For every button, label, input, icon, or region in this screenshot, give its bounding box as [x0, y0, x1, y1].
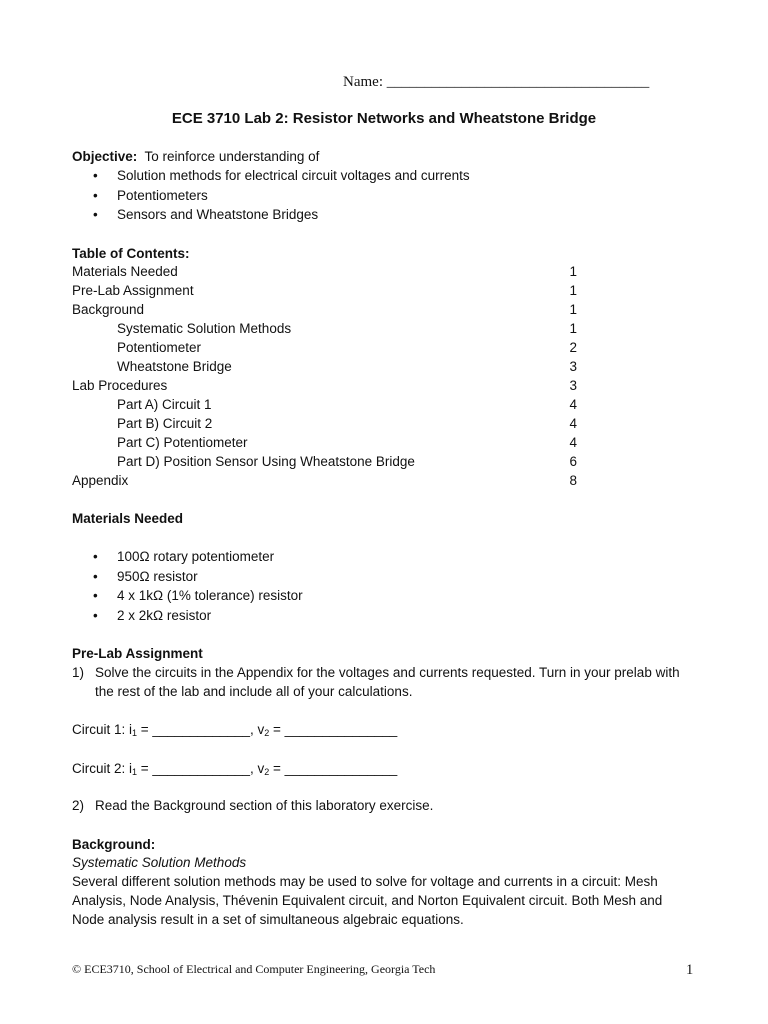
- toc-row: [72, 319, 582, 338]
- list-item: • Sensors and Wheatstone Bridges: [72, 205, 470, 225]
- objective-line: [72, 147, 319, 166]
- toc-row: [72, 376, 582, 395]
- item-text: Read the Background section of this laboratory exercise.: [95, 798, 434, 813]
- toc-label: Wheatstone Bridge: [117, 359, 232, 374]
- prelab-item-1: [72, 663, 692, 701]
- toc-page: 1: [569, 321, 577, 336]
- toc-label: Materials Needed: [72, 264, 178, 279]
- list-item: • 4 x 1kΩ (1% tolerance) resistor: [72, 586, 303, 606]
- background-paragraph: Several different solution methods may be used to solve for voltage and currents in a circuit: Mesh Analysis, Node Analysis, Thévenin Equivalent circuit, and Norton Equivalent circuit. Both Mesh and Node analysis result in a set of simultaneous algebraic equations.: [72, 874, 663, 927]
- toc-row: [72, 433, 582, 452]
- list-item: • 100Ω rotary potentiometer: [72, 547, 303, 567]
- toc-label: Lab Procedures: [72, 378, 168, 393]
- toc-row: [72, 281, 582, 300]
- item-number: 1): [72, 665, 85, 680]
- toc-label: Appendix: [72, 473, 129, 488]
- table-of-contents: [72, 262, 582, 490]
- toc-label: Part D) Position Sensor Using Wheatstone Bridge: [117, 454, 415, 469]
- toc-heading: Table of Contents:: [72, 246, 190, 261]
- toc-row: [72, 452, 582, 471]
- circuit-1-answer-line: Circuit 1: $i_1$ = _____________, $v_2$ = _______________: [72, 722, 398, 738]
- list-item: • Solution methods for electrical circuit voltages and currents: [72, 166, 470, 186]
- toc-page: 6: [569, 454, 577, 469]
- toc-page: 8: [569, 473, 577, 488]
- prelab-heading: Pre-Lab Assignment: [72, 646, 203, 661]
- circuit-2-answer-line: Circuit 2: $i_1$ = _____________, $v_2$ = _______________: [72, 761, 398, 777]
- item-text: Solve the circuits in the Appendix for the voltages and currents requested. Turn in your prelab with the rest of the lab and include all of your calculations.: [95, 665, 680, 699]
- toc-row: [72, 262, 582, 281]
- toc-row: [72, 414, 582, 433]
- objective-label: Objective:: [72, 149, 138, 164]
- materials-heading: Materials Needed: [72, 511, 184, 526]
- toc-row: [72, 338, 582, 357]
- toc-page: 2: [569, 340, 577, 355]
- materials-list: [72, 547, 303, 626]
- toc-page: 4: [569, 435, 577, 450]
- background-heading: Background:: [72, 837, 156, 852]
- toc-page: 1: [569, 302, 577, 317]
- item-number: 2): [72, 798, 85, 813]
- toc-page: 3: [569, 359, 577, 374]
- footer-copyright: © ECE3710, School of Electrical and Computer Engineering, Georgia Tech: [72, 962, 436, 976]
- toc-label: Systematic Solution Methods: [117, 321, 292, 336]
- toc-row: [72, 395, 582, 414]
- toc-label: Part A) Circuit 1: [117, 397, 212, 412]
- toc-label: Potentiometer: [117, 340, 202, 355]
- toc-page: 4: [569, 416, 577, 431]
- toc-label: Part B) Circuit 2: [117, 416, 213, 431]
- toc-row: [72, 471, 582, 490]
- objective-list: [72, 166, 470, 225]
- list-item: • 2 x 2kΩ resistor: [72, 606, 303, 626]
- objective-text: To reinforce understanding of: [144, 149, 320, 164]
- list-item: • 950Ω resistor: [72, 567, 303, 587]
- toc-row: [72, 300, 582, 319]
- document-title: ECE 3710 Lab 2: Resistor Networks and Wheatstone Bridge: [171, 110, 597, 127]
- toc-page: 1: [569, 264, 577, 279]
- toc-label: Part C) Potentiometer: [117, 435, 248, 450]
- list-item: • Potentiometers: [72, 186, 470, 206]
- name-field-line: Name: ___________________________________: [343, 74, 650, 90]
- prelab-item-2: [72, 796, 434, 815]
- toc-page: 4: [569, 397, 577, 412]
- toc-row: [72, 357, 582, 376]
- background-subheading: Systematic Solution Methods: [72, 855, 247, 870]
- toc-page: 1: [569, 283, 577, 298]
- toc-label: Pre-Lab Assignment: [72, 283, 194, 298]
- toc-label: Background: [72, 302, 145, 317]
- toc-page: 3: [569, 378, 577, 393]
- page-number: 1: [686, 962, 694, 978]
